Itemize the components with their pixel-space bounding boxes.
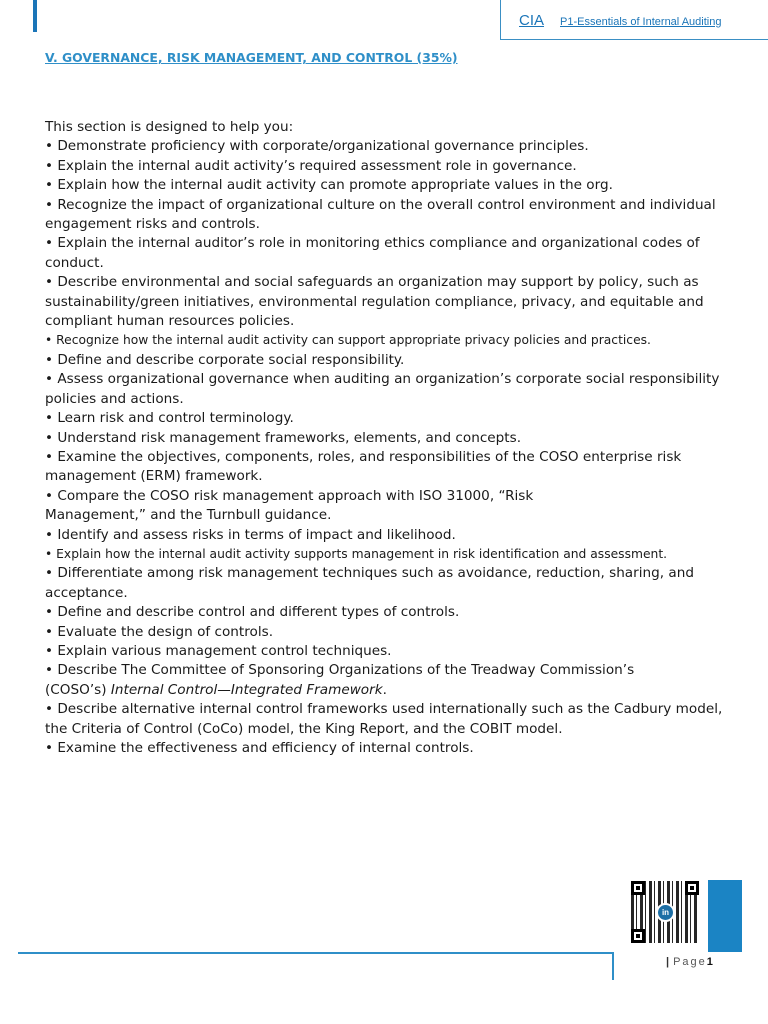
list-item: • Explain the internal auditor’s role in monitoring ethics compliance and organizational codes of conduct. — [45, 235, 700, 271]
framework-title: Internal Control—Integrated Framework — [110, 681, 383, 698]
page-number: 1 — [706, 956, 713, 968]
header-course-link[interactable]: P1-Essentials of Internal Auditing — [560, 16, 722, 28]
intro-text: This section is designed to help you: — [45, 119, 294, 135]
list-item: • Understand risk management frameworks, elements, and concepts. — [45, 429, 522, 446]
list-item: • Recognize the impact of organizational culture on the overall control environment and individual engagement risks and controls. — [45, 196, 716, 233]
list-item: • Examine the effectiveness and efficiency of internal controls. — [45, 740, 474, 756]
qr-finder-pattern — [685, 881, 699, 895]
list-item: Management,” and the Turnbull guidance. — [45, 507, 332, 524]
footer-divider-tick — [612, 952, 614, 980]
list-item: • Differentiate among risk management techniques such as avoidance, reduction, sharing, and acceptance. — [45, 565, 694, 601]
list-item: • Explain how the internal audit activity supports management in risk identification and assessment. — [45, 546, 668, 561]
header-box — [500, 0, 768, 40]
list-item: • Explain various management control techniques. — [45, 642, 392, 659]
list-item: • Define and describe control and different types of controls. — [45, 604, 460, 621]
page-number-label — [666, 955, 713, 969]
list-item: • Describe The Committee of Sponsoring Organizations of the Treadway Commission’s — [45, 662, 635, 679]
page-word: Page — [673, 956, 707, 968]
list-item: • Describe environmental and social safeguards an organization may support by policy, such as sustainability/green initiatives, environmental regulation compliance, privacy, and equitable and compliant human resources policies. — [45, 274, 704, 330]
footer-blue-block — [708, 880, 742, 952]
list-item — [45, 681, 735, 700]
content-body — [45, 118, 735, 758]
linkedin-icon: in — [656, 903, 675, 922]
period: . — [382, 681, 387, 698]
list-item: • Identify and assess risks in terms of impact and likelihood. — [45, 526, 456, 543]
list-item: • Recognize how the internal audit activity can support appropriate privacy policies and practices. — [45, 333, 651, 348]
coso-prefix: (COSO’s) — [45, 681, 111, 698]
list-item: • Explain the internal audit activity’s required assessment role in governance. — [45, 157, 577, 174]
left-accent-bar — [33, 0, 37, 32]
qr-finder-pattern — [631, 929, 645, 943]
footer-divider — [18, 952, 613, 954]
list-item: • Assess organizational governance when auditing an organization’s corporate social responsibility policies and actions. — [45, 371, 720, 407]
list-item: • Describe alternative internal control frameworks used internationally such as the Cadbury model, the Criteria of Control (CoCo) model, the King Report, and the COBIT model. — [45, 701, 723, 737]
page-bar: | — [666, 956, 670, 968]
list-item: • Compare the COSO risk management approach with ISO 31000, “Risk — [45, 487, 534, 504]
list-item: • Explain how the internal audit activity can promote appropriate values in the org. — [45, 177, 613, 194]
list-item: • Define and describe corporate social responsibility. — [45, 351, 405, 368]
list-item: • Demonstrate proficiency with corporate/organizational governance principles. — [45, 138, 589, 155]
list-item: • Examine the objectives, components, roles, and responsibilities of the COSO enterprise risk management (ERM) framework. — [45, 448, 682, 485]
qr-code-icon[interactable] — [631, 881, 699, 943]
list-item: • Learn risk and control terminology. — [45, 410, 294, 427]
header-cia-link[interactable]: CIA — [519, 12, 545, 29]
section-title: V. GOVERNANCE, RISK MANAGEMENT, AND CONTROL (35%) — [45, 50, 458, 65]
list-item: • Evaluate the design of controls. — [45, 623, 274, 640]
qr-finder-pattern — [631, 881, 645, 895]
